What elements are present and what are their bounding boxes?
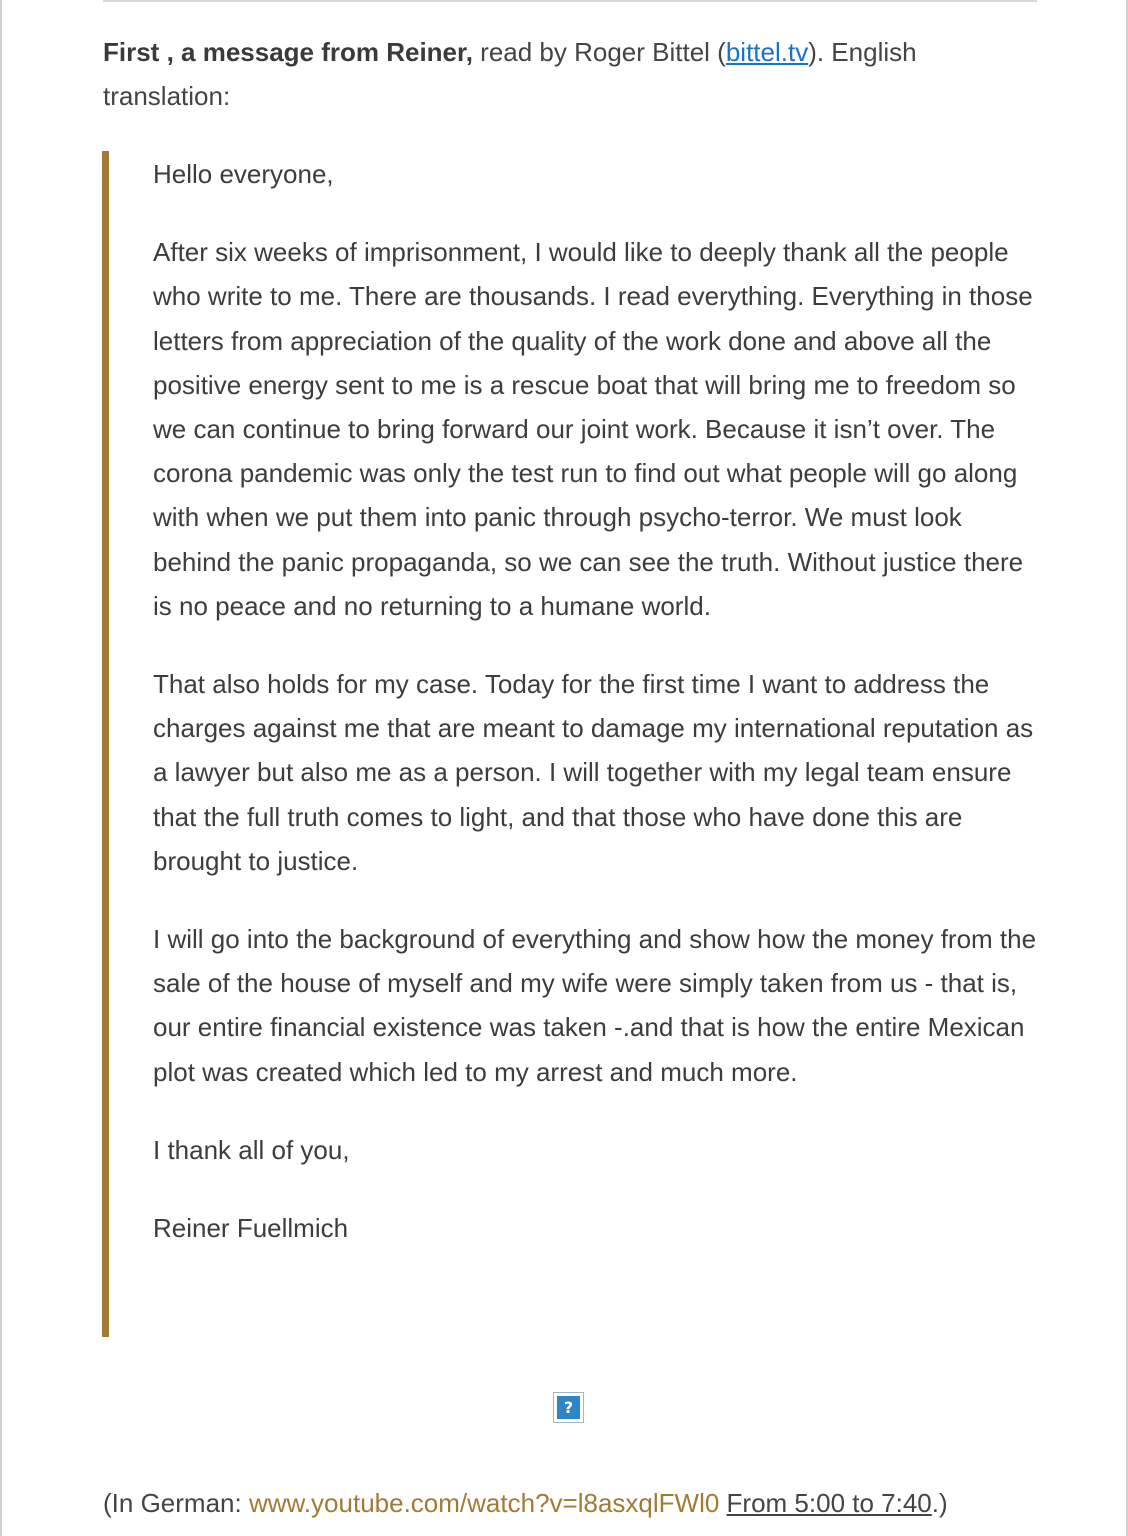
question-mark-icon: ? <box>557 1396 580 1419</box>
youtube-link[interactable]: www.youtube.com/watch?v=l8asxqlFWl0 <box>248 1488 720 1518</box>
intro-bold-lead: First , a message from Reiner, <box>103 37 473 67</box>
broken-image-icon[interactable] <box>553 1392 584 1423</box>
footer-space <box>719 1488 726 1518</box>
timestamp-link[interactable]: From 5:00 to 7:40 <box>726 1488 932 1518</box>
quote-paragraph-greeting: Hello everyone, <box>153 159 334 189</box>
quote-paragraph-case: That also holds for my case. Today for the first time I want to address the charges against me that are meant to damage my international reputation as a lawyer but also me as a person. I will together with my legal team ensure that the full truth comes to light, and that those who have done this are brought to justice. <box>153 669 1034 876</box>
blockquote-accent-bar <box>102 151 109 1337</box>
footer-suffix: .) <box>931 1488 948 1518</box>
footer-prefix: (In German: <box>103 1488 249 1518</box>
quote-paragraph-thanks: After six weeks of imprisonment, I would like to deeply thank all the people who write to me. There are thousands. I read everything. Everything in those letters from appreciation of the quality of the work done and above all the positive energy sent to me is a rescue boat that will bring me to freedom so we can continue to bring forward our joint work. Because it isn’t over. The corona pandemic was only the test run to find out what people will go along with when we put them into panic through psycho-terror. We must look behind the panic propaganda, so we can see the truth. Without justice there is no peace and no returning to a humane world. <box>153 237 1033 621</box>
bittel-link[interactable]: bittel.tv <box>725 37 809 67</box>
intro-text-before-link: read by Roger Bittel ( <box>472 37 726 67</box>
page-left-border <box>0 0 2 1536</box>
intro-text-after-link: ). English translation: <box>103 37 917 111</box>
blockquote <box>153 152 1043 1284</box>
footer-source-line <box>103 1481 1103 1525</box>
intro-paragraph <box>103 30 1023 118</box>
top-divider <box>103 0 1037 2</box>
quote-signature: Reiner Fuellmich <box>153 1213 349 1244</box>
quote-paragraph-closing: I thank all of you, <box>153 1134 350 1165</box>
quote-paragraph-background: I will go into the background of everything and show how the money from the sale of the house of myself and my wife were simply taken from us - that is, our entire financial existence was taken -.and that is how the entire Mexican plot was created which led to my arrest and much more. <box>153 924 1037 1087</box>
